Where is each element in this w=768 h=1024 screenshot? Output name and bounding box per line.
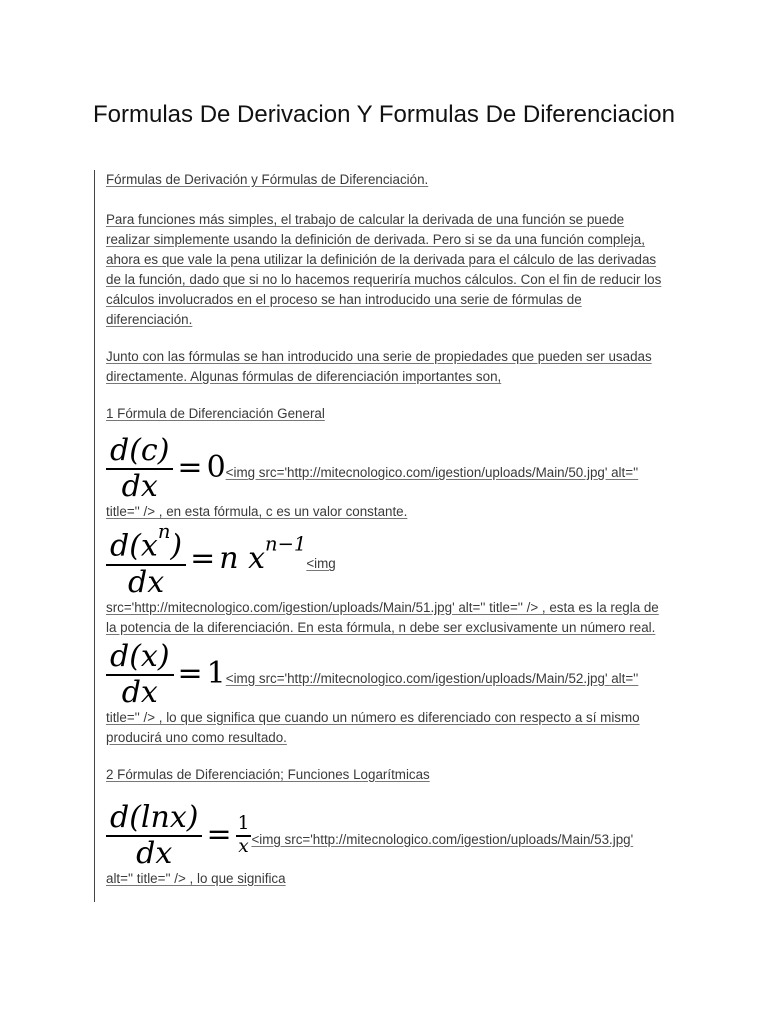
formula-constant-image: $\frac{d(c)}{dx}$ = 0 (106, 436, 226, 502)
formula-power-caption: <img src='http://mitecnologico.com/igestion/uploads/Main/51.jpg' alt='' title='' /> , esta es la regla de la potencia de la diferenciación. En esta fórmula, n debe ser exclusivamente un número real. (106, 555, 659, 635)
formula-logarithm-caption: <img src='http://mitecnologico.com/igestion/uploads/Main/53.jpg' alt='' title='' /> , lo que significa (106, 831, 634, 886)
formula-logarithm-numerator: d(lnx) (106, 803, 202, 837)
formula-power-numerator-exponent: n (157, 520, 171, 543)
properties-paragraph: Junto con las fórmulas se han introducido una serie de propiedades que pueden ser usadas directamente. Algunas fórmulas de diferenciación importantes son, (106, 349, 652, 384)
intro-paragraph: Para funciones más simples, el trabajo de calcular la derivada de una función se puede realizar simplemente usando la definición de derivada. Pero si se da una función compleja, ahora es que vale la pena utilizar la definición de la derivada para el cálculo de las derivadas de la función, dado que si no lo hacemos requeriría muchos cálculos. Con el fin de reducir los cálculos involucrados en el proceso se han introducido una serie de fórmulas de diferenciación. (106, 212, 662, 327)
document-title: Formulas De Derivacion Y Formulas De Diferenciacion (93, 101, 675, 128)
formula-identity-denominator: dx (121, 674, 158, 710)
formula-identity-caption: <img src='http://mitecnologico.com/igestion/uploads/Main/52.jpg' alt='' title='' /> , lo que significa que cuando un número es diferenciado con respecto a sí mismo producirá uno como resultado. (106, 670, 640, 745)
formula-constant-caption: <img src='http://mitecnologico.com/igestion/uploads/Main/50.jpg' alt='' title='' /> , en esta fórmula, c es un valor constante. (106, 465, 639, 519)
section-heading-general: 1 Fórmula de Diferenciación General (106, 406, 325, 421)
left-margin-rule (94, 170, 95, 902)
intro-heading: Fórmulas de Derivación y Fórmulas de Diferenciación. (106, 172, 429, 187)
formula-power-numerator: d(x (110, 528, 158, 564)
formula-constant-denominator: dx (121, 469, 158, 504)
formula-power-image: $\frac{d(x^n)}{dx}$ = n $x^{n-1}$ (106, 522, 306, 598)
formula-constant-numerator: d(c) (106, 436, 173, 470)
formula-logarithm-result-numerator: 1 (236, 815, 252, 837)
formula-power-denominator: dx (127, 564, 165, 600)
section-heading-logarithmic: 2 Fórmulas de Diferenciación; Funciones Logarítmicas (106, 766, 430, 782)
formula-identity-result: 1 (206, 655, 226, 691)
formula-logarithm-result-denominator: x (238, 835, 249, 857)
formula-power-numerator-close: ) (170, 528, 183, 564)
formula-identity-numerator: d(x) (106, 642, 174, 676)
formula-identity-image: $\frac{d(x)}{dx}$ = 1 (106, 642, 226, 708)
formula-power-result-base: n x (219, 540, 266, 576)
formula-logarithm-denominator: dx (136, 835, 173, 871)
formula-power-result-exponent: n−1 (265, 532, 307, 556)
document-body (106, 170, 662, 889)
formula-constant-result: 0 (206, 450, 226, 485)
formula-logarithm-image: $\frac{d(\ln x)}{dx}$ = $\frac{1}{x}$ (106, 803, 251, 869)
